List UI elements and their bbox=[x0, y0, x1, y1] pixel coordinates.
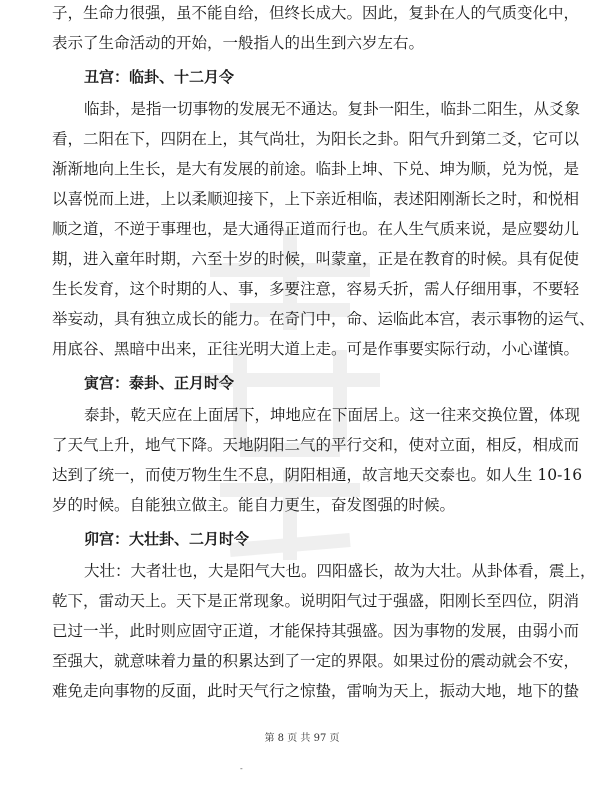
section-heading: 丑宫：临卦、十二月令 bbox=[84, 68, 235, 86]
bottom-mark: - bbox=[240, 764, 243, 773]
section-heading: 寅宫：泰卦、正月时令 bbox=[84, 374, 235, 392]
section-heading: 卯宫：大壮卦、二月时令 bbox=[84, 530, 250, 548]
page-footer: 第 8 页 共 97 页 bbox=[264, 733, 340, 744]
document-page: 子，生命力很强，虽不能自给，但终长成大。因此，复卦在人的气质变化中， 表示了生命活动的开始，一般指人的出生到六岁左右。 丑宫：临卦、十二月令 临卦，是指一切事物的发展无不通达。复卦一阳生，临卦二阳生，从爻象 看，二阳在下，四阴在上，其气尚壮，为阳长之卦。阳气升到第二爻，它可以 渐渐地向上生长，是大有发展的前途。临卦上坤、下兑、坤为顺，兑为悦，是 以喜悦而上进，上以柔顺迎接下，上下亲近相临，表述阳刚渐长之时，和悦相 顺之道，不逆于事理也，是大通得正道而行也。在人生气质来说，是应婴幼儿 期，进入童年时期，六至十岁的时候，叫蒙童，正是在教育的时候。具有促使 生长发育，这个时期的人、事，多要注意，容易夭折，需人仔细用事，不要轻 举妄动，具有独立成长的能力。在奇门中，命、运临此本宫，表示事物的运气、 用底谷、黑暗中出来，正往光明大道上走。可是作事要实际行动，小心谨慎。 寅宫：泰卦、正月时令 泰卦，乾天应在上面居下，坤地应在下面居上。这一往来交换位置，体现 了天气上升，地气下降。天地阴阳二气的平行交和，使对立面，相反，相成而 达到了统一，而使万物生生不息，阴阳相通，故言地天交泰也。如人生 10-16 岁的时候。自能独立做主。能自力更生，奋发图强的时候。 卯宫：大壮卦、二月时令 大壮：大者壮也，大是阳气大也。四阳盛长，故为大壮。从卦体看，震上， 乾下，雷动天上。天下是正常现象。说明阳气过于强盛，阳刚长至四位，阴消 已过一半，此时则应固守正道，才能保持其强盛。因为事物的发展，由弱小而 至强大，就意味着力量的积累达到了一定的界限。如果过份的震动就会不安， 难免走向事物的反面，此时天气行之惊蛰，雷响为天上，振动大地，地下的蛰 第 8 页 共 97 页 - bbox=[0, 0, 604, 790]
